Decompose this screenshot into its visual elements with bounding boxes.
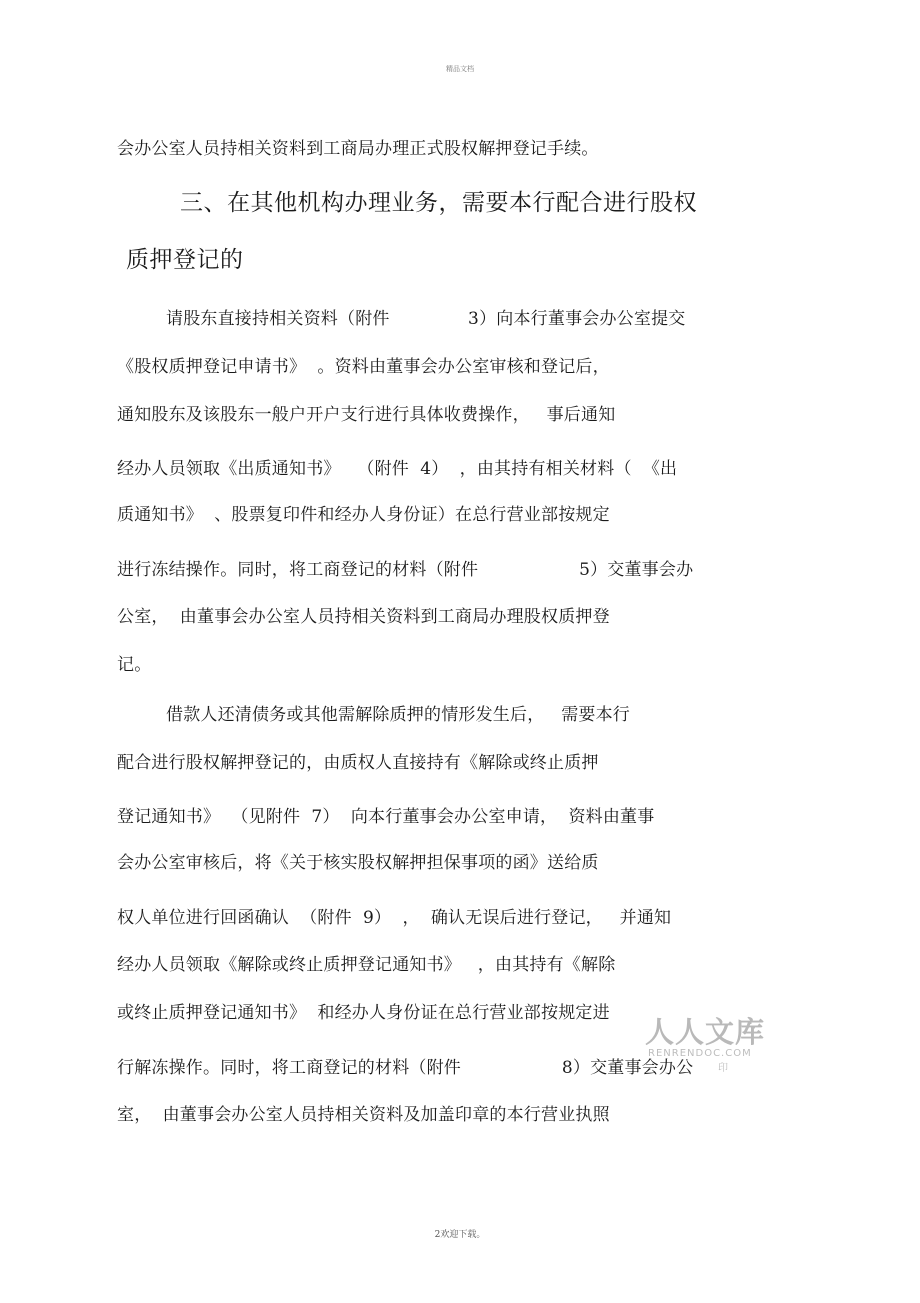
text-line: 经办人员领取《出质通知书》 （附件 4） ，由其持有相关材料（ 《出 xyxy=(117,459,678,479)
page-header: 精品文档 xyxy=(446,65,474,73)
text-line: 进行冻结操作。同时，将工商登记的材料（附件 5）交董事会办 xyxy=(117,560,694,580)
text-line: 请股东直接持相关资料（附件 3）向本行董事会办公室提交 xyxy=(166,309,686,329)
watermark-url: RENRENDOC.COM 印 xyxy=(648,1048,752,1074)
text-line: 配合进行股权解押登记的，由质权人直接持有《解除或终止质押 xyxy=(117,753,599,773)
watermark-logo xyxy=(645,1010,785,1074)
text-line: 行解冻操作。同时，将工商登记的材料（附件 8）交董事会办公 xyxy=(117,1058,694,1078)
section-heading-line-2: 质押登记的 xyxy=(126,247,244,273)
text-line: 或终止质押登记通知书》 和经办人身份证在总行营业部按规定进 xyxy=(117,1003,610,1023)
text-line: 借款人还清债务或其他需解除质押的情形发生后， 需要本行 xyxy=(166,705,631,725)
text-line: 会办公室人员持相关资料到工商局办理正式股权解押登记手续。 xyxy=(117,139,599,159)
page-footer: 2欢迎下载。 xyxy=(434,1230,486,1240)
text-line: 室， 由董事会办公室人员持相关资料及加盖印章的本行营业执照 xyxy=(117,1105,610,1125)
text-line: 经办人员领取《解除或终止质押登记通知书》 ，由其持有《解除 xyxy=(117,955,616,975)
section-heading-line-1: 三、在其他机构办理业务，需要本行配合进行股权 xyxy=(180,190,697,216)
watermark-logo-text: 人人文库 xyxy=(645,1015,766,1049)
text-line: 权人单位进行回函确认 （附件 9） ， 确认无误后进行登记， 并通知 xyxy=(117,908,672,928)
text-line: 会办公室审核后，将《关于核实股权解押担保事项的函》送给质 xyxy=(117,853,599,873)
text-line: 公室， 由董事会办公室人员持相关资料到工商局办理股权质押登 xyxy=(117,607,610,627)
text-line: 质通知书》 、股票复印件和经办人身份证）在总行营业部按规定 xyxy=(117,505,610,525)
text-line: 通知股东及该股东一般户开户支行进行具体收费操作， 事后通知 xyxy=(117,405,616,425)
text-line: 《股权质押登记申请书》 。资料由董事会办公室审核和登记后， xyxy=(117,357,610,377)
text-line: 记。 xyxy=(117,655,152,675)
text-line: 登记通知书》 （见附件 7） 向本行董事会办公室申请， 资料由董事 xyxy=(117,807,655,827)
